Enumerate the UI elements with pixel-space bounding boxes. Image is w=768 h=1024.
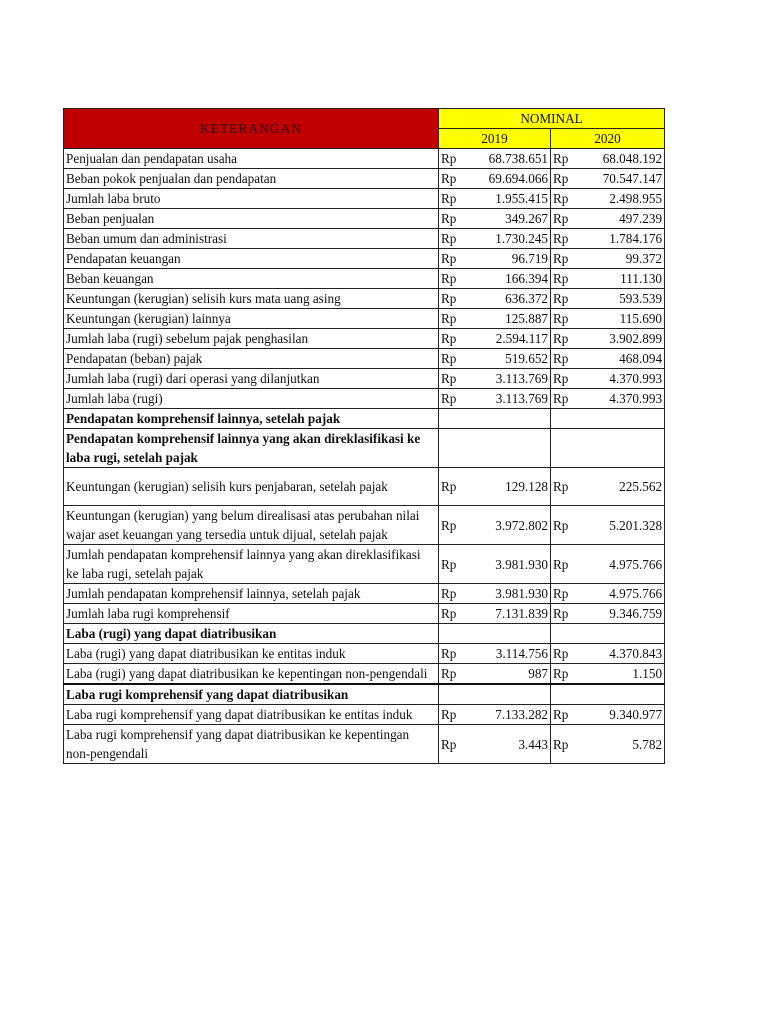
value-2020: 9.340.977 [581, 705, 665, 725]
section-row [64, 429, 665, 468]
table-row [64, 664, 665, 685]
empty-cell-2019 [439, 624, 551, 644]
value-2019: 3.113.769 [469, 369, 551, 389]
row-label: Penjualan dan pendapatan usaha [64, 149, 439, 169]
value-2020: 4.975.766 [581, 545, 665, 584]
value-2020: 4.370.993 [581, 369, 665, 389]
row-label: Jumlah laba (rugi) sebelum pajak penghasilan [64, 329, 439, 349]
row-label: Laba (rugi) yang dapat diatribusikan ke entitas induk [64, 644, 439, 664]
table-body [64, 109, 665, 764]
row-label: Pendapatan keuangan [64, 249, 439, 269]
table-row [64, 349, 665, 369]
currency-2020: Rp [551, 545, 581, 584]
row-label: Jumlah pendapatan komprehensif lainnya yang akan direklasifikasi ke laba rugi, setelah pajak [64, 545, 439, 584]
currency-2019: Rp [439, 249, 469, 269]
currency-2019: Rp [439, 664, 469, 685]
value-2019: 636.372 [469, 289, 551, 309]
row-label: Laba rugi komprehensif yang dapat diatribusikan [64, 684, 439, 705]
table-row [64, 269, 665, 289]
currency-2019: Rp [439, 545, 469, 584]
row-label: Jumlah laba (rugi) dari operasi yang dilanjutkan [64, 369, 439, 389]
table-row [64, 209, 665, 229]
value-2020: 111.130 [581, 269, 665, 289]
row-label: Jumlah laba rugi komprehensif [64, 604, 439, 624]
table-row [64, 149, 665, 169]
currency-2019: Rp [439, 389, 469, 409]
value-2020: 593.539 [581, 289, 665, 309]
row-label: Beban pokok penjualan dan pendapatan [64, 169, 439, 189]
value-2020: 4.975.766 [581, 584, 665, 604]
table-row [64, 229, 665, 249]
value-2019: 125.887 [469, 309, 551, 329]
value-2020: 4.370.843 [581, 644, 665, 664]
table-row [64, 468, 665, 506]
keterangan-header: KETERANGAN [64, 109, 439, 149]
value-2020: 3.902.899 [581, 329, 665, 349]
currency-2019: Rp [439, 229, 469, 249]
year-2019-header: 2019 [439, 129, 551, 149]
row-label: Keuntungan (kerugian) yang belum direalisasi atas perubahan nilai wajar aset keuangan yang tersedia untuk dijual, setelah pajak [64, 506, 439, 545]
currency-2020: Rp [551, 329, 581, 349]
header-row-top [64, 109, 665, 129]
currency-2019: Rp [439, 584, 469, 604]
table-row [64, 289, 665, 309]
section-row [64, 409, 665, 429]
value-2020: 115.690 [581, 309, 665, 329]
row-label: Jumlah laba (rugi) [64, 389, 439, 409]
row-label: Pendapatan (beban) pajak [64, 349, 439, 369]
currency-2020: Rp [551, 169, 581, 189]
row-label: Beban keuangan [64, 269, 439, 289]
currency-2020: Rp [551, 269, 581, 289]
table-row [64, 329, 665, 349]
currency-2019: Rp [439, 209, 469, 229]
currency-2019: Rp [439, 644, 469, 664]
currency-2020: Rp [551, 584, 581, 604]
section-row [64, 684, 665, 705]
table-row [64, 169, 665, 189]
table-row [64, 309, 665, 329]
currency-2020: Rp [551, 209, 581, 229]
income-statement-table [63, 108, 665, 764]
currency-2020: Rp [551, 644, 581, 664]
value-2020: 1.150 [581, 664, 665, 685]
currency-2019: Rp [439, 604, 469, 624]
value-2019: 349.267 [469, 209, 551, 229]
currency-2020: Rp [551, 149, 581, 169]
row-label: Laba rugi komprehensif yang dapat diatribusikan ke entitas induk [64, 705, 439, 725]
year-2020-header: 2020 [551, 129, 665, 149]
currency-2019: Rp [439, 705, 469, 725]
value-2019: 987 [469, 664, 551, 685]
value-2019: 7.133.282 [469, 705, 551, 725]
currency-2019: Rp [439, 289, 469, 309]
table-row [64, 369, 665, 389]
table-row [64, 604, 665, 624]
table-row [64, 389, 665, 409]
value-2019: 1.730.245 [469, 229, 551, 249]
table-row [64, 644, 665, 664]
currency-2019: Rp [439, 329, 469, 349]
currency-2020: Rp [551, 506, 581, 545]
value-2020: 9.346.759 [581, 604, 665, 624]
table-row [64, 506, 665, 545]
row-label: Jumlah laba bruto [64, 189, 439, 209]
empty-cell-2019 [439, 684, 551, 705]
value-2020: 2.498.955 [581, 189, 665, 209]
currency-2019: Rp [439, 369, 469, 389]
currency-2020: Rp [551, 725, 581, 764]
currency-2020: Rp [551, 349, 581, 369]
empty-cell-2019 [439, 429, 551, 468]
value-2019: 68.738.651 [469, 149, 551, 169]
currency-2020: Rp [551, 604, 581, 624]
currency-2020: Rp [551, 189, 581, 209]
value-2020: 225.562 [581, 468, 665, 506]
value-2019: 3.113.769 [469, 389, 551, 409]
value-2020: 5.782 [581, 725, 665, 764]
row-label: Laba rugi komprehensif yang dapat diatribusikan ke kepentingan non-pengendali [64, 725, 439, 764]
value-2020: 1.784.176 [581, 229, 665, 249]
row-label: Keuntungan (kerugian) selisih kurs penjabaran, setelah pajak [64, 468, 439, 506]
value-2019: 3.443 [469, 725, 551, 764]
value-2019: 2.594.117 [469, 329, 551, 349]
currency-2019: Rp [439, 349, 469, 369]
currency-2019: Rp [439, 269, 469, 289]
value-2019: 166.394 [469, 269, 551, 289]
value-2020: 70.547.147 [581, 169, 665, 189]
row-label: Laba (rugi) yang dapat diatribusikan [64, 624, 439, 644]
value-2019: 519.652 [469, 349, 551, 369]
table-row [64, 584, 665, 604]
value-2019: 3.981.930 [469, 545, 551, 584]
row-label: Pendapatan komprehensif lainnya, setelah pajak [64, 409, 439, 429]
table-row [64, 249, 665, 269]
value-2019: 69.694.066 [469, 169, 551, 189]
empty-cell-2020 [551, 684, 665, 705]
currency-2019: Rp [439, 468, 469, 506]
value-2019: 1.955.415 [469, 189, 551, 209]
value-2019: 3.972.802 [469, 506, 551, 545]
nominal-header: NOMINAL [439, 109, 665, 129]
row-label: Beban penjualan [64, 209, 439, 229]
currency-2020: Rp [551, 229, 581, 249]
value-2019: 96.719 [469, 249, 551, 269]
row-label: Beban umum dan administrasi [64, 229, 439, 249]
currency-2019: Rp [439, 309, 469, 329]
empty-cell-2020 [551, 409, 665, 429]
currency-2019: Rp [439, 506, 469, 545]
value-2019: 7.131.839 [469, 604, 551, 624]
currency-2019: Rp [439, 149, 469, 169]
table-row [64, 725, 665, 764]
row-label: Laba (rugi) yang dapat diatribusikan ke kepentingan non-pengendali [64, 664, 439, 685]
empty-cell-2020 [551, 429, 665, 468]
value-2020: 497.239 [581, 209, 665, 229]
currency-2020: Rp [551, 468, 581, 506]
row-label: Keuntungan (kerugian) lainnya [64, 309, 439, 329]
section-row [64, 624, 665, 644]
table-row [64, 705, 665, 725]
currency-2020: Rp [551, 369, 581, 389]
row-label: Jumlah pendapatan komprehensif lainnya, setelah pajak [64, 584, 439, 604]
currency-2020: Rp [551, 705, 581, 725]
currency-2020: Rp [551, 309, 581, 329]
row-label: Keuntungan (kerugian) selisih kurs mata uang asing [64, 289, 439, 309]
currency-2020: Rp [551, 664, 581, 685]
value-2020: 99.372 [581, 249, 665, 269]
currency-2020: Rp [551, 389, 581, 409]
currency-2019: Rp [439, 189, 469, 209]
value-2020: 4.370.993 [581, 389, 665, 409]
value-2020: 468.094 [581, 349, 665, 369]
currency-2020: Rp [551, 289, 581, 309]
table-row [64, 545, 665, 584]
table-row [64, 189, 665, 209]
value-2019: 129.128 [469, 468, 551, 506]
value-2020: 5.201.328 [581, 506, 665, 545]
empty-cell-2020 [551, 624, 665, 644]
currency-2020: Rp [551, 249, 581, 269]
value-2020: 68.048.192 [581, 149, 665, 169]
value-2019: 3.981.930 [469, 584, 551, 604]
empty-cell-2019 [439, 409, 551, 429]
currency-2019: Rp [439, 725, 469, 764]
row-label: Pendapatan komprehensif lainnya yang akan direklasifikasi ke laba rugi, setelah pajak [64, 429, 439, 468]
currency-2019: Rp [439, 169, 469, 189]
value-2019: 3.114.756 [469, 644, 551, 664]
